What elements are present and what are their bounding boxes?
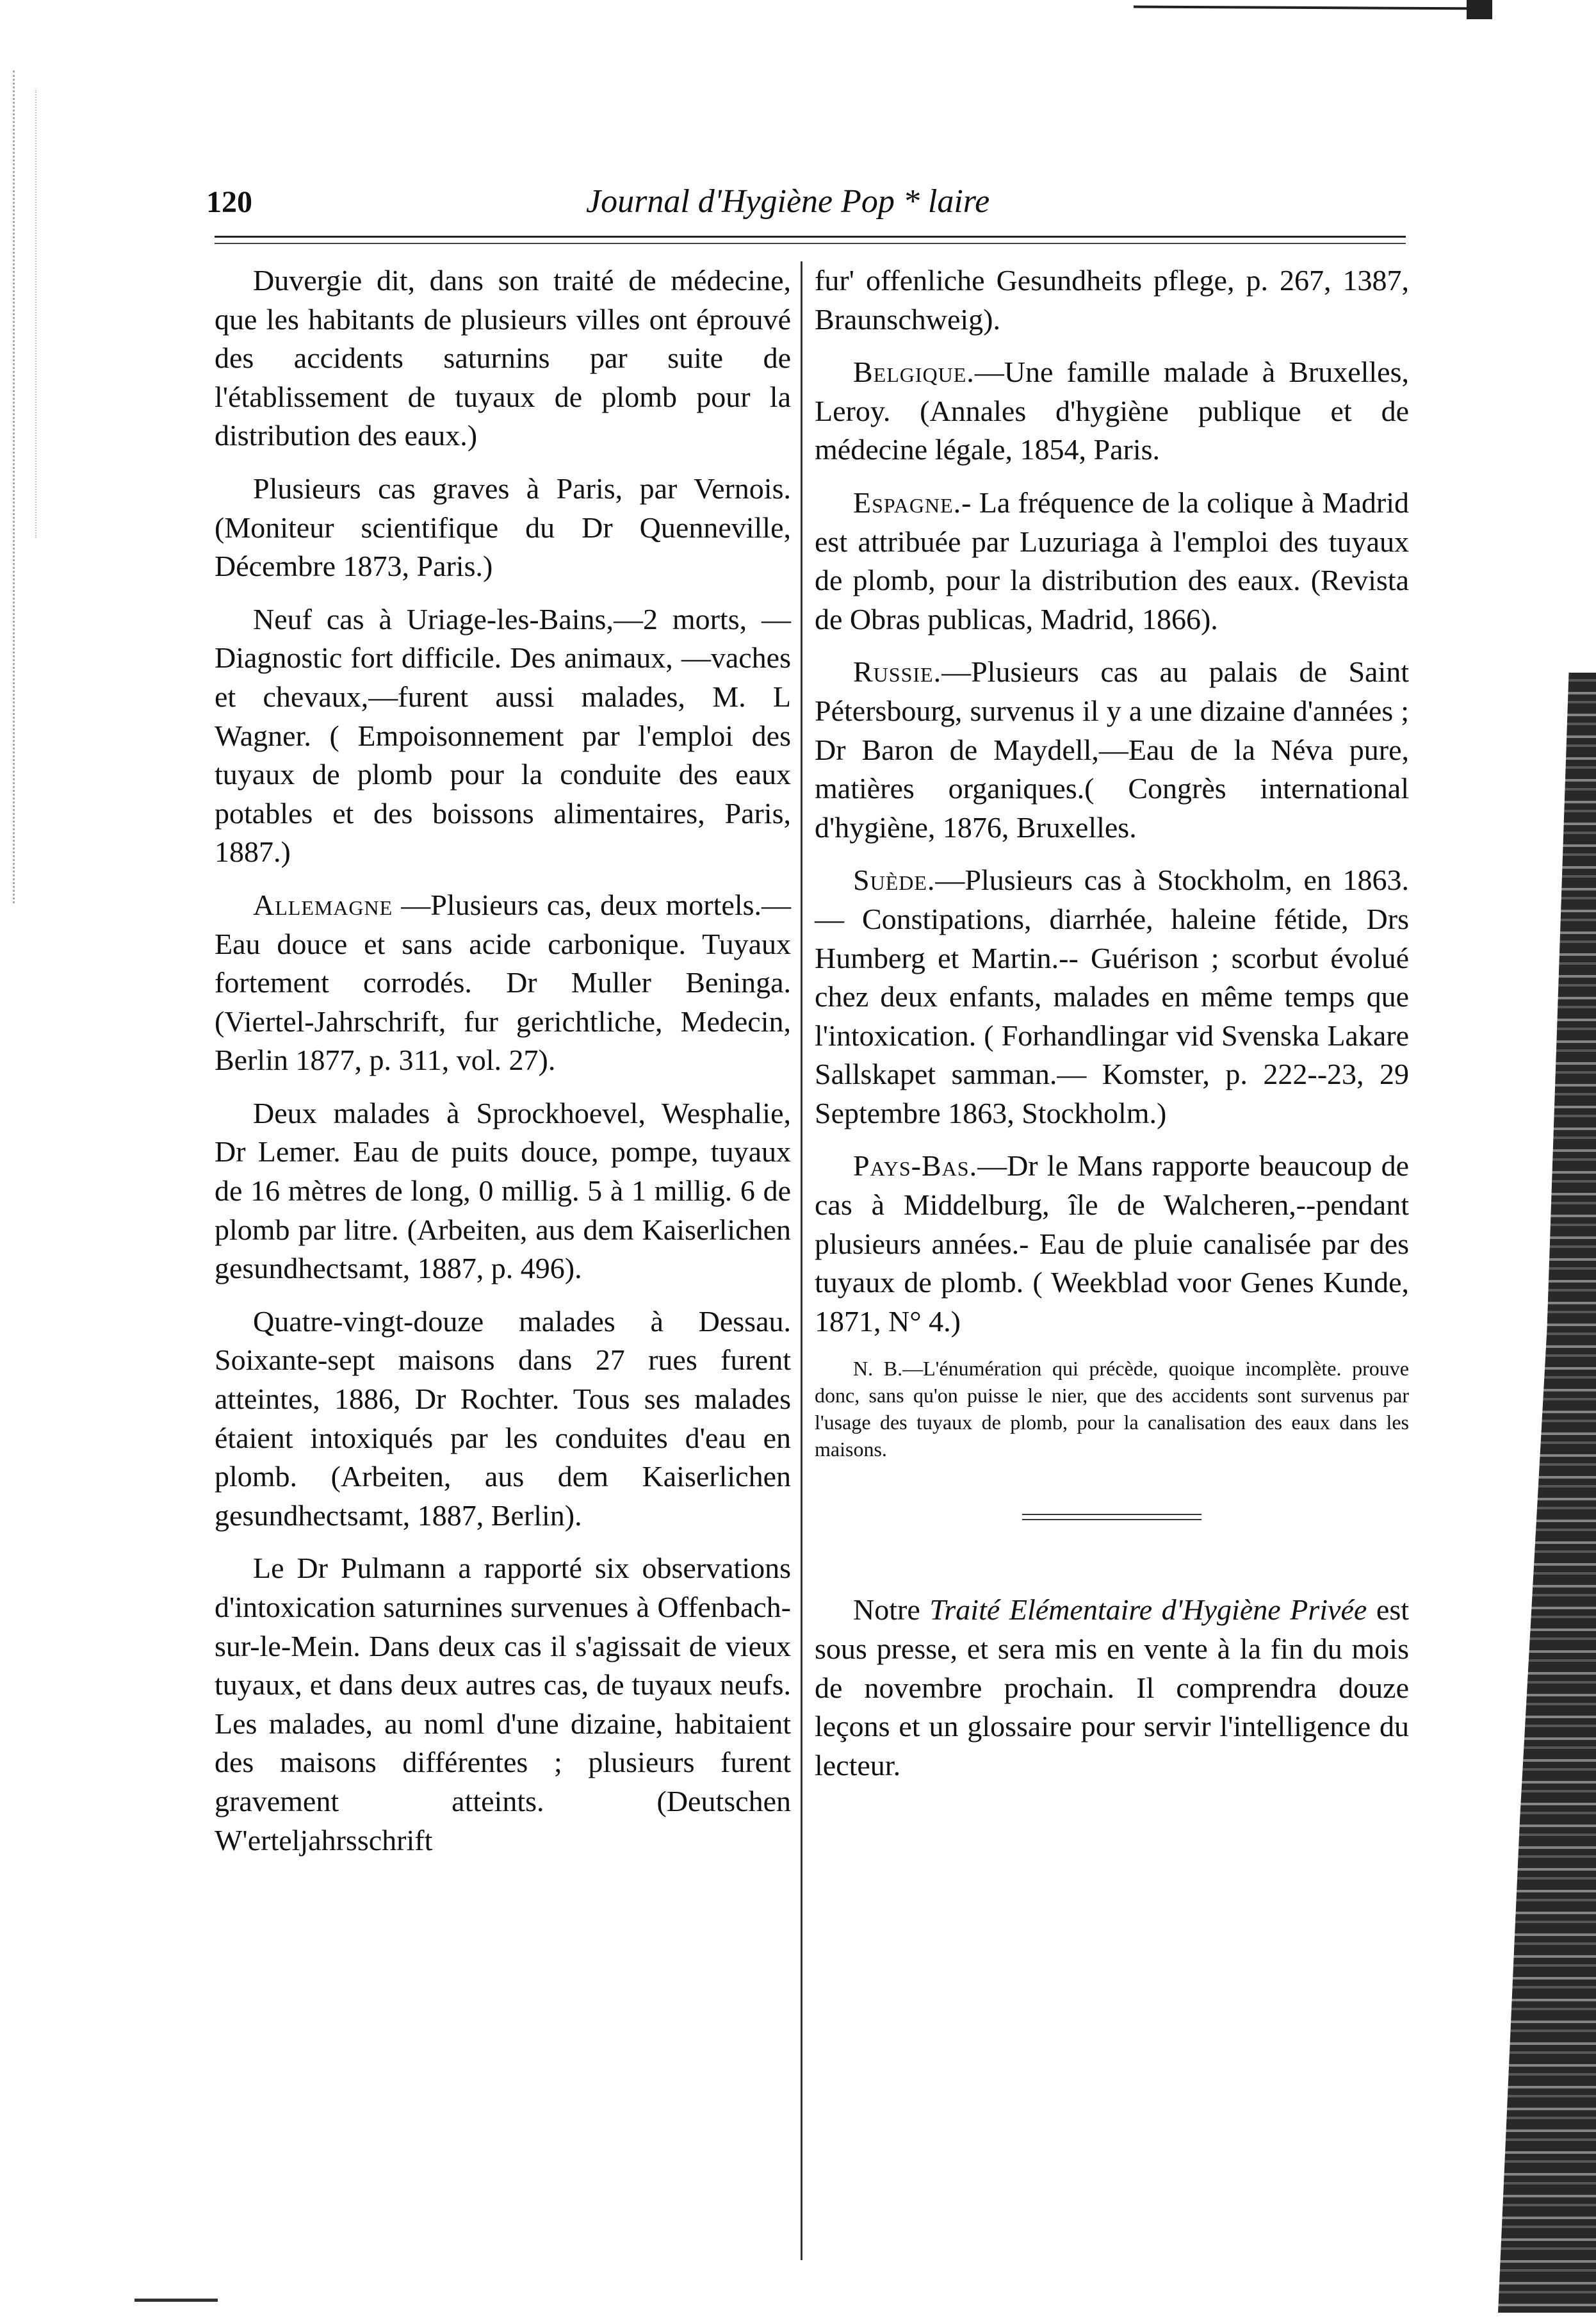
country-label: Belgique. (853, 356, 975, 389)
column-divider (801, 261, 802, 2260)
header-rule (215, 236, 1406, 244)
scan-margin-artifact (35, 90, 49, 538)
scan-edge-mark (1467, 0, 1492, 19)
right-column (815, 261, 1409, 1799)
entry-text: —Plusieurs cas au palais de Saint Pétersbourg, survenus il y a une dizaine d'années ; Dr Baron de Maydell,—Eau de la Néva pure, matières organiques.( Congrès international d'hygiène, 1876, Bruxelles. (815, 655, 1409, 844)
scan-edge-mark (1134, 6, 1492, 10)
paragraph: Duvergie dit, dans son traité de médecine, que les habitants de plusieurs villes ont éprouvé des accidents saturnins par suite de l'établissement de tuyaux de plomb pour la distribution des eaux.) (215, 264, 791, 452)
paragraph: Quatre-vingt-douze malades à Dessau. Soixante-sept maisons dans 27 rues furent atteintes, 1886, Dr Rochter. Tous ses malades étaient intoxiqués par les conduites d'eau en plomb. (Arbeiten, aus dem Kaiserlichen gesundhectsamt, 1887, Berlin). (215, 1304, 791, 1532)
paragraph: Plusieurs cas graves à Paris, par Vernois. (Moniteur scientifique du Dr Quenneville, Décembre 1873, Paris.) (215, 472, 791, 583)
entry-text: —Plusieurs cas à Stockholm, en 1863.— Constipations, diarrhée, haleine fétide, Drs Humberg et Martin.-- Guérison ; scorbut évolué chez deux enfants, malades en même temps que l'intoxication. ( Forhandlingar vid Svenska Lakare Sallskapet samman.— Komster, p. 222--23, 29 Septembre 1863, Stockholm.) (815, 864, 1409, 1129)
paragraph-russie (815, 653, 1409, 847)
entry-text: —Une famille malade à Bruxelles, Leroy. (Annales d'hygiène publique et de médecine légale, 1854, Paris. (815, 356, 1409, 466)
country-label: Pays-Bas. (853, 1149, 978, 1183)
country-label: Espagne. (853, 486, 962, 519)
country-label: Allemagne (253, 888, 393, 921)
paragraph: Neuf cas à Uriage-les-Bains,—2 morts, —Diagnostic fort difficile. Des animaux, —vaches et chevaux,—furent aussi malades, M. L Wagner. ( Empoisonnement par l'emploi des tuyaux de plomb pour la conduite des eaux potables et des boissons alimentaires, Paris, 1887.) (215, 602, 791, 869)
country-label: Russie. (853, 655, 942, 689)
left-column (215, 261, 791, 1874)
scan-right-edge-shadow (1487, 673, 1596, 2313)
paragraph: Le Dr Pulmann a rapporté six observations d'intoxication saturnines survenues à Offenbach-sur-le-Mein. Dans deux cas il s'agissait de vieux tuyaux, et dans deux autres cas, de tuyaux neufs. Les malades, au noml d'une dizaine, habitaient des maisons différentes ; plusieurs furent gravement atteints. (Deutschen W'erteljahrsschrift (215, 1552, 791, 1857)
paragraph-allemagne (215, 886, 791, 1080)
running-head: Journal d'Hygiène Pop * laire (586, 183, 990, 220)
book-title: Traité Elémentaire d'Hygiène Privée (929, 1593, 1367, 1627)
nota-bene: N. B.—L'énumération qui précède, quoique incomplète. prouve donc, sans qu'on puisse le nier, que des accidents sont survenus par l'usage des tuyaux de plomb, pour la canalisation des eaux dans les maisons. (815, 1357, 1409, 1461)
paragraph-suede (815, 861, 1409, 1133)
paragraph: Deux malades à Sprockhoevel, Wesphalie, Dr Lemer. Eau de puits douce, pompe, tuyaux de 16 mètres de long, 0 millig. 5 à 1 millig. 6 de plomb par litre. (Arbeiten, aus dem Kaiserlichen gesundhectsamt, 1887, p. 496). (215, 1096, 791, 1285)
paragraph-espagne (815, 484, 1409, 639)
notice-lead: Notre (853, 1593, 920, 1627)
section-rule (1022, 1514, 1201, 1520)
publication-notice (815, 1591, 1409, 1785)
page-number: 120 (206, 185, 252, 219)
paragraph-pays-bas (815, 1147, 1409, 1341)
scan-bottom-mark (134, 2299, 218, 2302)
entry-text: —Dr le Mans rapporte beaucoup de cas à Middelburg, île de Walcheren,--pendant plusieurs années.- Eau de pluie canalisée par des tuyaux de plomb. ( Weekblad voor Genes Kunde, 1871, N° 4.) (815, 1149, 1409, 1338)
country-label: Suède. (853, 864, 936, 897)
paragraph-continuation: fur' offenliche Gesundheits pflege, p. 267, 1387, Braunschweig). (815, 264, 1409, 336)
paragraph-belgique (815, 353, 1409, 470)
entry-text: - La fréquence de la colique à Madrid est attribuée par Luzuriaga à l'emploi des tuyaux de plomb, pour la distribution des eaux. (Revista de Obras publicas, Madrid, 1866). (815, 486, 1409, 636)
notice-text: est sous presse, et sera mis en vente à la fin du mois de novembre prochain. Il comprendra douze leçons et un glossaire pour servir l'intelligence du lecteur. (815, 1593, 1410, 1782)
entry-text: —Plusieurs cas, deux mortels.—Eau douce et sans acide carbonique. Tuyaux fortement corrodés. Dr Muller Beninga. (Viertel-Jahrschrift, fur gerichtliche, Medecin, Berlin 1877, p. 311, vol. 27). (215, 888, 792, 1077)
